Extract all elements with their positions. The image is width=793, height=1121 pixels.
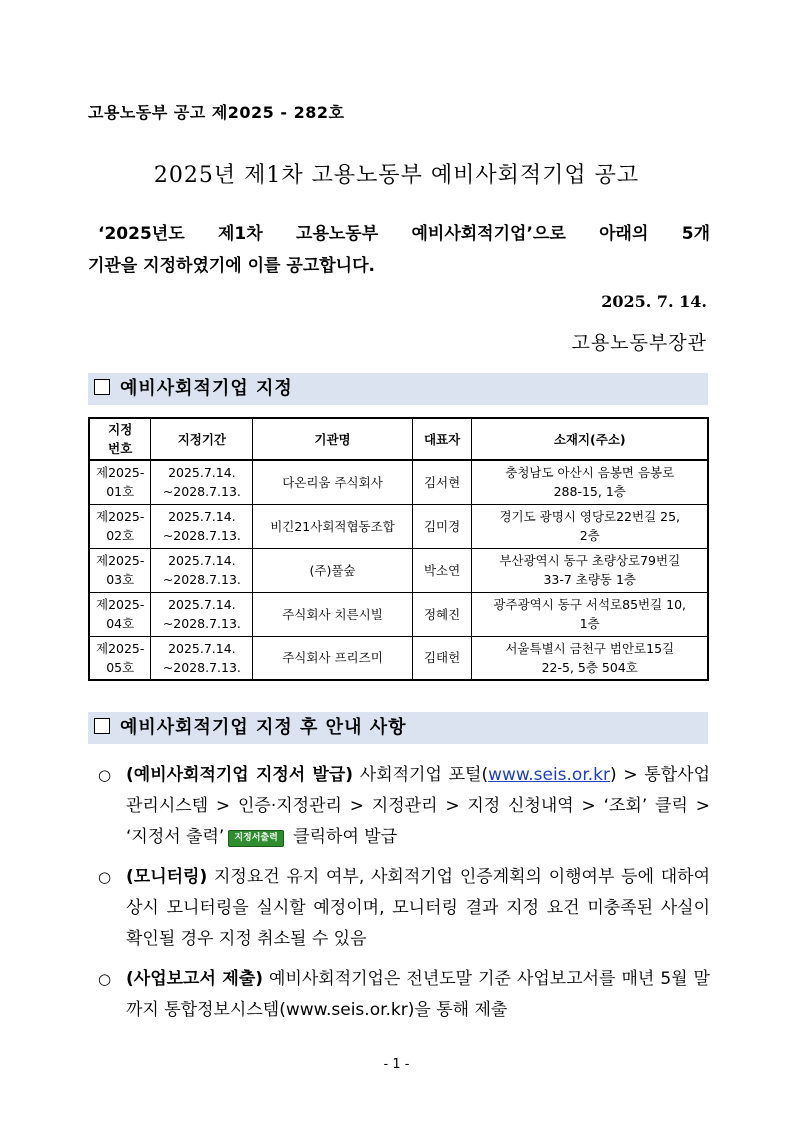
table-row [89,460,708,504]
bullet-circle-icon: ○ [98,970,112,988]
section-guide-header [88,712,708,744]
cell-address: 부산광역시 동구 초량상로79번길 33-7 초량동 1층 [472,548,708,592]
portal-link[interactable]: www.seis.or.kr [488,765,610,785]
cell-period: 2025.7.14. ~2028.7.13. [151,460,253,504]
cell-org: (주)풀숲 [253,548,412,592]
cell-period: 2025.7.14. ~2028.7.13. [151,592,253,636]
notice-number: 고용노동부 공고 제2025 - 282호 [88,103,345,122]
checkbox-square-icon [94,379,110,395]
table-row [89,548,708,592]
item-heading: (사업보고서 제출) [126,969,264,989]
header-org: 기관명 [253,418,412,460]
list-item [98,760,710,853]
cell-org: 비긴21사회적협동조합 [253,504,412,548]
cell-no: 제2025- 03호 [89,548,151,592]
cell-no: 제2025- 04호 [89,592,151,636]
header-no: 지정 번호 [89,418,151,460]
table-header-row [89,418,708,460]
intro-paragraph [88,218,710,282]
cell-rep: 김태헌 [412,636,472,680]
cell-address: 충청남도 아산시 음봉면 음봉로 288-15, 1층 [472,460,708,504]
item-heading: (모니터링) [126,867,208,887]
checkbox-square-icon [94,718,110,734]
cell-org: 주식회사 프리즈미 [253,636,412,680]
print-certificate-button-image: 지정서출력 [228,830,283,847]
intro-line-2: 기관을 지정하였기에 이를 공고합니다. [88,256,375,276]
header-period: 지정기간 [151,418,253,460]
list-item [98,964,710,1026]
cell-period: 2025.7.14. ~2028.7.13. [151,548,253,592]
section-title: 예비사회적기업 지정 후 안내 사항 [120,717,407,738]
header-address: 소재지(주소) [472,418,708,460]
table-row [89,504,708,548]
cell-no: 제2025- 01호 [89,460,151,504]
cell-no: 제2025- 02호 [89,504,151,548]
cell-rep: 김서현 [412,460,472,504]
list-item [98,862,710,955]
item-text: 사회적기업 포털( [353,765,489,785]
bullet-circle-icon: ○ [98,868,112,886]
cell-org: 다온리움 주식회사 [253,460,412,504]
item-text: 지정요건 유지 여부, 사회적기업 인증계획의 이행여부 등에 대하여 상시 모니터링을 실시할 예정이며, 모니터링 결과 지정 요건 미충족된 사실이 확인될 경우 지정 취소될 수 있음 [126,867,710,949]
bullet-circle-icon: ○ [98,766,112,784]
section-designation-header [88,373,708,405]
cell-period: 2025.7.14. ~2028.7.13. [151,636,253,680]
designation-table [88,417,709,681]
item-text: 클릭하여 발급 [287,827,398,847]
cell-rep: 정혜진 [412,592,472,636]
header-rep: 대표자 [412,418,472,460]
item-heading: (예비사회적기업 지정서 발급) [126,765,354,785]
cell-org: 주식회사 치른시빌 [253,592,412,636]
item-text: 예비사회적기업은 전년도말 기준 사업보고서를 매년 5월 말까지 통합정보시스템(www.seis.or.kr)을 통해 제출 [126,969,710,1020]
document-title: 2025년 제1차 고용노동부 예비사회적기업 공고 [153,163,640,188]
table-row [89,636,708,680]
cell-rep: 박소연 [412,548,472,592]
table-row [89,592,708,636]
cell-period: 2025.7.14. ~2028.7.13. [151,504,253,548]
item-text: ) > 통합사업관리시스템 > 인증·지정관리 > 지정관리 > 지정 신청내역 > ‘조회’ 클릭 > ‘지정서 출력’ [126,765,710,847]
page-number: - 1 - [383,1057,410,1072]
section-title: 예비사회적기업 지정 [120,378,293,399]
cell-no: 제2025- 05호 [89,636,151,680]
issuer-name: 고용노동부장관 [571,332,707,354]
cell-address: 경기도 광명시 영당로22번길 25, 2층 [472,504,708,548]
cell-address: 광주광역시 동구 서석로85번길 10, 1층 [472,592,708,636]
cell-rep: 김미경 [412,504,472,548]
notice-date: 2025. 7. 14. [601,292,707,311]
intro-line-1: ‘2025년도 제1차 고용노동부 예비사회적기업’으로 아래의 5개 [98,224,710,244]
cell-address: 서울특별시 금천구 범안로15길 22-5, 5층 504호 [472,636,708,680]
